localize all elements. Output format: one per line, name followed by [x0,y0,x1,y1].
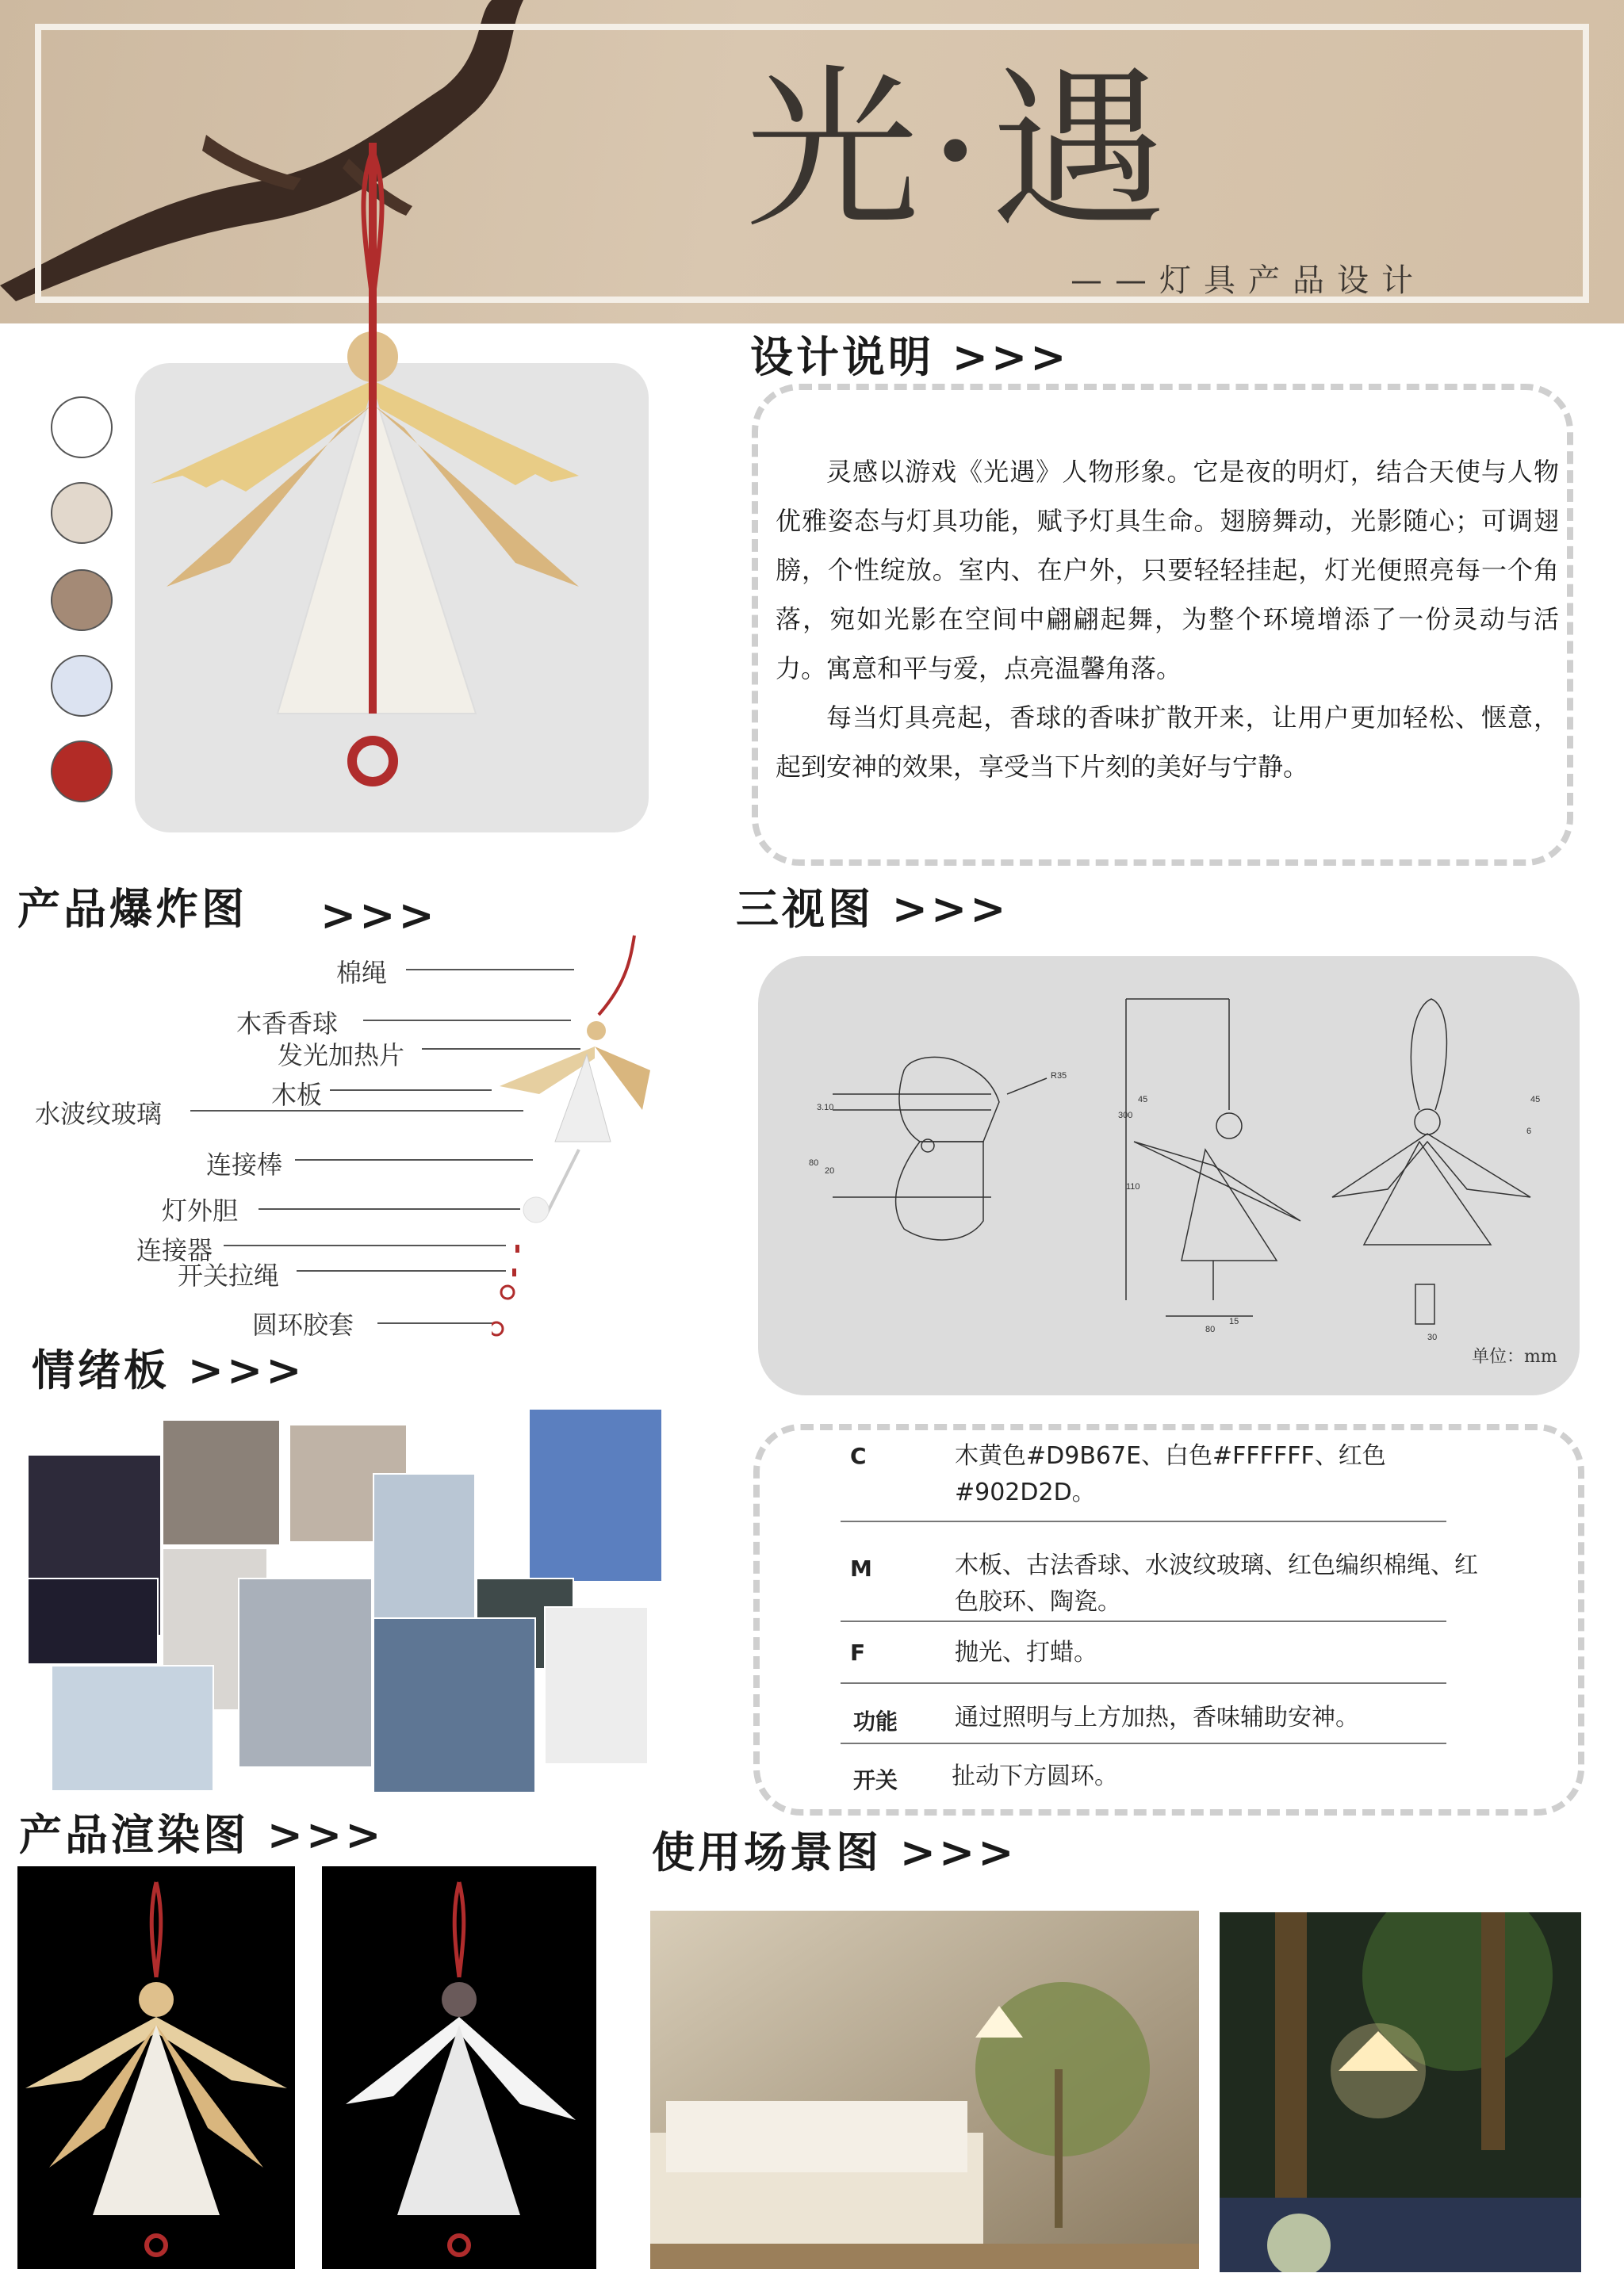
section-scene: 使用场景图 >>> [652,1827,1017,1877]
page-title: 光·遇 [745,49,1174,252]
cmf-value-m: 木板、古法香球、水波纹玻璃、红色编织棉绳、红色胶环、陶瓷。 [955,1552,1478,1616]
cmf-value-function: 通过照明与上方加热，香味辅助安神。 [955,1704,1359,1732]
mood-image-wings [162,1419,281,1546]
dim-45: 45 [1138,1095,1148,1104]
unit-label: 单位：mm [1472,1347,1557,1367]
dim-300: 300 [1118,1111,1133,1120]
section-render: 产品渲染图 >>> [19,1809,385,1860]
divider [841,1682,1446,1684]
swatch-light-beige [51,482,113,544]
leader-line [259,1208,520,1210]
exploded-lamp-image [492,928,674,1340]
mood-image-glass-shells [51,1665,214,1792]
cmf-value-switch: 扯动下方圆环。 [952,1762,1118,1790]
dim-6: 6 [1526,1127,1532,1136]
description-paragraph-1: 灵感以游戏《光遇》人物形象。它是夜的明灯，结合天使与人物优雅姿态与灯具功能，赋予灯具生命。翅膀舞动，光影随心；可调翅膀，个性绽放。室内、在户外，只要轻轻挂起，灯光便照亮每一个角落，宛如光影在空间中翩翩起舞，为整个环境增添了一份灵动与活力。寓意和平与爱，点亮温馨角落。 [776,457,1559,683]
section-exploded-arrows: >>> [320,890,438,940]
label-connector: 连接器 [136,1235,213,1265]
cmf-key-function: 功能 [853,1709,898,1735]
leader-line [330,1089,492,1091]
leader-line [190,1110,523,1112]
dim-3-10: 3.10 [817,1103,834,1112]
label-ring-sleeve: 圆环胶套 [252,1310,354,1340]
label-outer-shell: 灯外胆 [162,1196,239,1226]
leader-line [224,1245,506,1246]
dim-20: 20 [825,1166,835,1176]
dim-30: 30 [1427,1333,1438,1342]
swatch-pale-blue [51,655,113,717]
label-connecting-rod: 连接棒 [206,1150,283,1180]
description-text [776,447,1559,791]
scene-image-outdoor [1220,1912,1581,2272]
description-paragraph-2: 每当灯具亮起，香球的香味扩散开来，让用户更加轻松、惬意，起到安神的效果，享受当下片刻的美好与宁静。 [776,702,1559,782]
mood-image-snow-figures [373,1617,536,1793]
label-cotton-rope: 棉绳 [336,958,388,988]
leader-line [297,1270,506,1272]
dim-80: 80 [809,1158,819,1168]
label-ripple-glass: 水波纹玻璃 [35,1099,163,1129]
cmf-value-c: 木黄色#D9B67E、白色#FFFFFF、红色#902D2D。 [955,1442,1386,1506]
mood-image-snow [373,1473,476,1624]
swatch-white [51,396,113,458]
divider [841,1743,1446,1744]
dim-15: 15 [1229,1317,1239,1326]
mood-image-white-dress [238,1578,373,1768]
divider [841,1621,1446,1622]
three-view-drawing [785,983,1570,1380]
dim-110: 110 [1126,1182,1140,1192]
leader-line [377,1322,493,1324]
dim-r35: R35 [1051,1071,1067,1081]
section-design-notes: 设计说明 >>> [750,331,1070,382]
swatch-wood-brown [51,569,113,631]
divider [841,1521,1446,1522]
cmf-key-switch: 开关 [853,1767,898,1793]
label-wood-board: 木板 [271,1080,323,1110]
cmf-value-f: 抛光、打蜡。 [955,1639,1097,1667]
section-three-view: 三视图 >>> [736,883,1009,934]
mood-image-game-scene [27,1578,159,1665]
section-exploded: 产品爆炸图 [17,883,247,934]
cmf-key-c: C [850,1443,867,1469]
dim-80-b: 80 [1205,1325,1216,1334]
cmf-key-m: M [850,1556,872,1582]
render-image-white [322,1866,596,2269]
swatch-red [51,740,113,802]
label-wood-scent-ball: 木香香球 [236,1008,339,1039]
mood-image-pendant-lamp [544,1606,649,1765]
label-heating-piece: 发光加热片 [278,1040,405,1070]
render-image-wood [17,1866,295,2269]
section-moodboard: 情绪板 >>> [32,1345,305,1395]
dim-45-b: 45 [1530,1095,1541,1104]
scene-image-indoor [650,1911,1199,2269]
hero-lamp-image [135,143,650,793]
page-subtitle: ——灯具产品设计 [1071,262,1426,299]
label-pull-cord: 开关拉绳 [178,1261,280,1291]
cmf-key-f: F [850,1640,866,1666]
mood-image-cherub [528,1408,663,1582]
